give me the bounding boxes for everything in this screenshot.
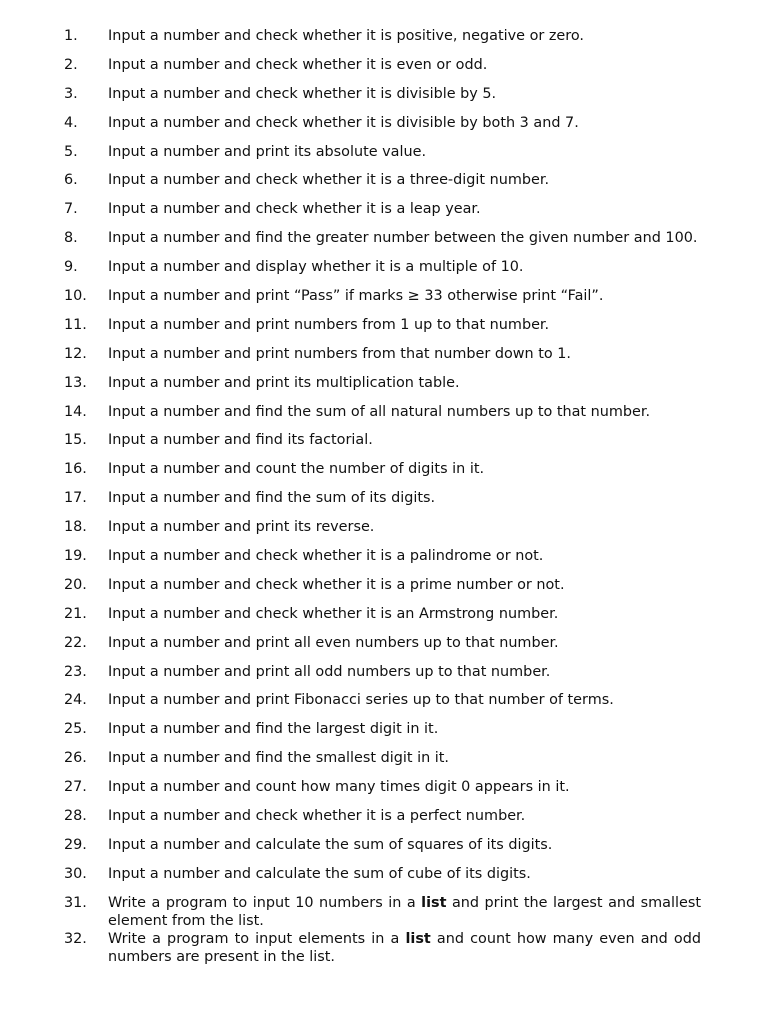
list-item [0,576,768,605]
list-item [0,258,768,287]
item-text: Input a number and print all odd numbers up to that number. [108,663,551,680]
item-text: Input a number and find the greater number between the given number and 100. [108,230,698,247]
item-number: 27. [64,779,87,796]
item-text: Input a number and find the smallest digit in it. [108,750,449,767]
item-number: 30. [64,865,87,882]
item-number: 24. [64,692,87,709]
list-item [0,489,768,518]
item-number: 14. [64,403,87,420]
list-item [0,894,768,930]
list-item [0,663,768,692]
item-number: 25. [64,721,87,738]
item-text: Input a number and print numbers from that number down to 1. [108,345,571,362]
item-number: 22. [64,634,87,651]
item-number: 12. [64,345,87,362]
item-text: Input a number and calculate the sum of squares of its digits. [108,836,553,853]
item-number: 7. [64,201,78,218]
list-item [0,720,768,749]
list-item [0,200,768,229]
item-text: Input a number and print its multiplication table. [108,374,460,391]
item-text: Input a number and find the sum of all natural numbers up to that number. [108,403,651,420]
list-item [0,114,768,143]
item-text: Input a number and count the number of digits in it. [108,461,485,478]
item-text: Input a number and check whether it is an Armstrong number. [108,605,559,622]
item-text: Input a number and display whether it is a multiple of 10. [108,259,524,276]
item-number: 31. [64,894,87,911]
list-item [0,287,768,316]
item-number: 8. [64,230,78,247]
item-text: Input a number and print Fibonacci series up to that number of terms. [108,692,614,709]
list-item [0,431,768,460]
item-text [108,930,701,966]
list-item [0,229,768,258]
list-item [0,807,768,836]
list-item [0,634,768,663]
item-number: 1. [64,28,78,44]
item-text: Input a number and print its reverse. [108,519,375,536]
item-text-bold: list [421,894,447,911]
list-item [0,316,768,345]
item-text-before: Write a program to input 10 numbers in a [108,894,422,911]
item-number: 13. [64,374,87,391]
list-item [0,85,768,114]
list-item [0,345,768,374]
item-number: 10. [64,288,87,305]
item-number: 23. [64,663,87,680]
item-text: Input a number and print all even numbers up to that number. [108,634,559,651]
item-text: Input a number and calculate the sum of cube of its digits. [108,865,531,882]
list-item [0,403,768,432]
item-number: 5. [64,143,78,160]
item-number: 2. [64,56,78,73]
list-item [0,171,768,200]
list-item [0,836,768,865]
item-number: 32. [64,930,87,947]
item-text: Input a number and check whether it is even or odd. [108,56,488,73]
item-text: Input a number and print its absolute value. [108,143,427,160]
item-number: 11. [64,316,87,333]
list-item [0,778,768,807]
item-text: Input a number and check whether it is a prime number or not. [108,576,565,593]
item-number: 3. [64,85,78,102]
item-text: Input a number and find its factorial. [108,432,373,449]
item-text: Input a number and print “Pass” if marks ≥ 33 otherwise print “Fail”. [108,288,604,305]
item-text-before: Write a program to input elements in a [108,930,406,947]
item-text-after: and count how many even and odd numbers are present in the list. [108,930,702,965]
item-text: Input a number and check whether it is a palindrome or not. [108,548,544,565]
list-item [0,865,768,894]
item-number: 26. [64,750,87,767]
item-text: Input a number and print numbers from 1 up to that number. [108,316,550,333]
item-text-after: and print the largest and smallest element from the list. [108,894,701,929]
item-number: 15. [64,432,87,449]
item-text: Input a number and check whether it is divisible by both 3 and 7. [108,114,579,131]
item-text-bold: list [405,930,431,947]
list-item [0,374,768,403]
item-text: Input a number and check whether it is a perfect number. [108,808,526,825]
item-number: 21. [64,605,87,622]
item-number: 29. [64,836,87,853]
item-number: 18. [64,519,87,536]
list-item [0,460,768,489]
item-number: 20. [64,576,87,593]
list-item [0,518,768,547]
item-number: 28. [64,808,87,825]
list-item [0,605,768,634]
exercise-list [0,27,768,966]
list-item [0,691,768,720]
item-text: Input a number and find the sum of its digits. [108,490,436,507]
item-number: 4. [64,114,78,131]
item-text: Input a number and find the largest digit in it. [108,721,439,738]
item-text [108,894,701,930]
item-number: 16. [64,461,87,478]
item-text: Input a number and check whether it is positive, negative or zero. [108,28,584,44]
item-number: 19. [64,548,87,565]
list-item [0,930,768,966]
item-number: 9. [64,259,78,276]
list-item [0,143,768,172]
item-text: Input a number and count how many times digit 0 appears in it. [108,779,570,796]
list-item [0,547,768,576]
list-item [0,27,768,56]
item-text: Input a number and check whether it is a three-digit number. [108,172,550,189]
item-number: 17. [64,490,87,507]
item-text: Input a number and check whether it is divisible by 5. [108,85,497,102]
list-item [0,749,768,778]
item-number: 6. [64,172,78,189]
item-text: Input a number and check whether it is a leap year. [108,201,481,218]
list-item [0,56,768,85]
